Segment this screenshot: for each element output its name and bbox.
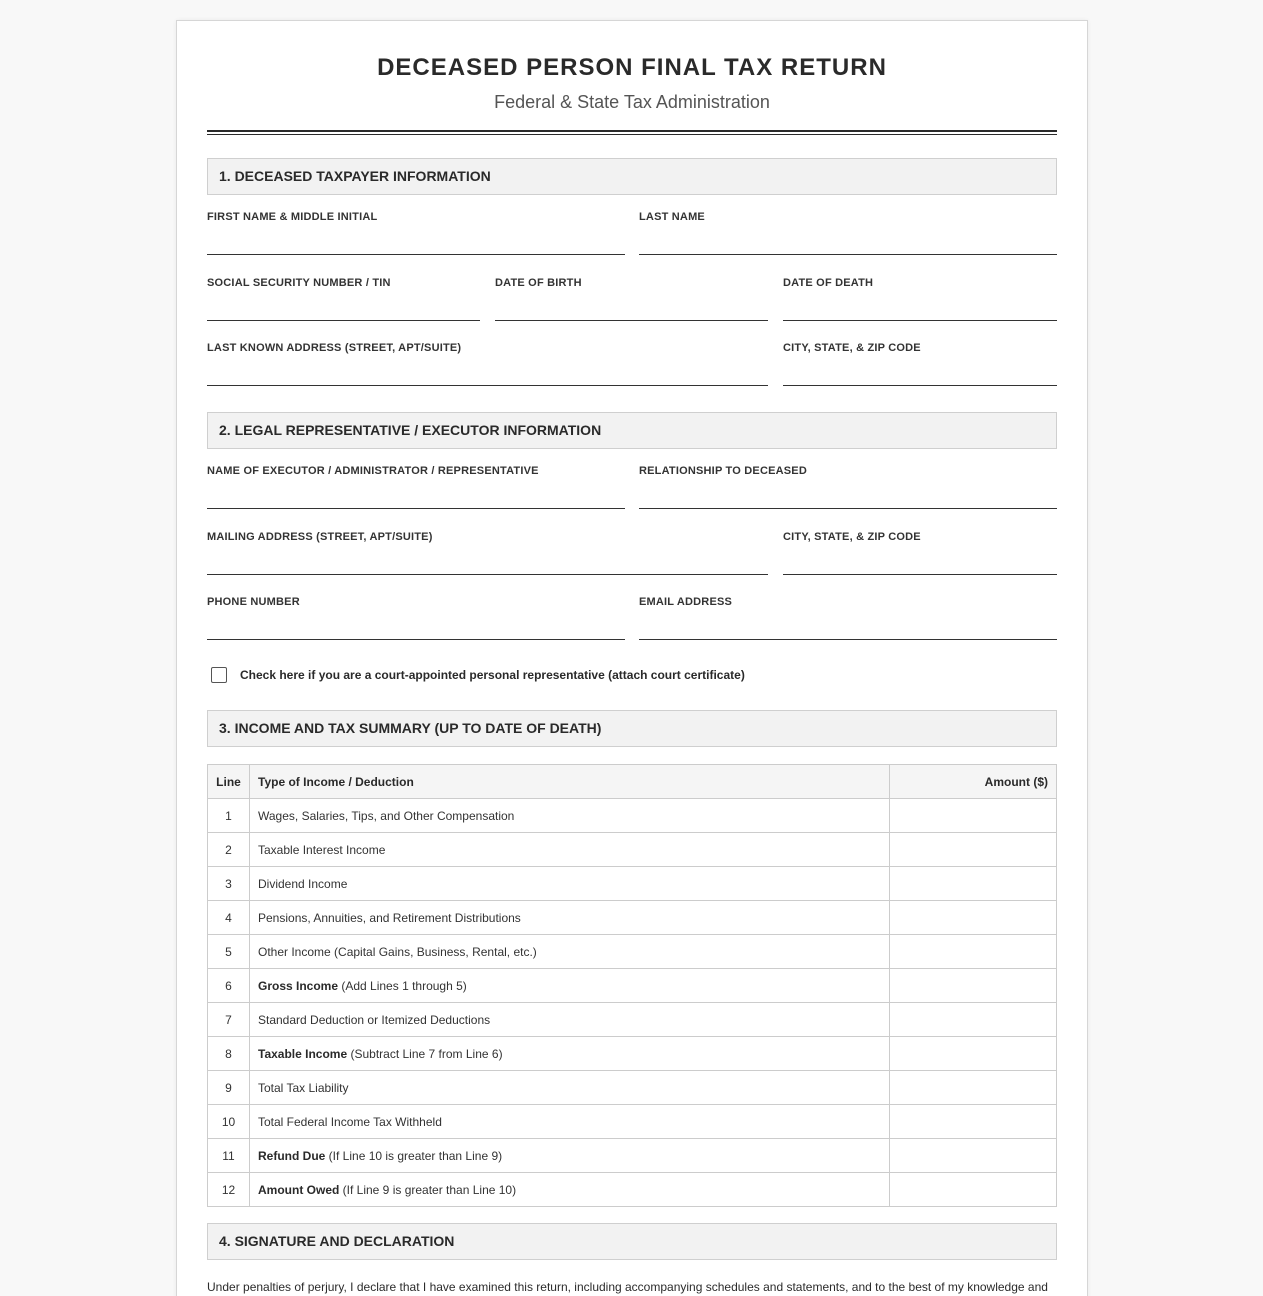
executor-city-input-line[interactable] [783, 574, 1057, 575]
line-number: 8 [208, 1037, 250, 1071]
line-description-emphasis: Taxable Income [258, 1046, 348, 1061]
executor-name-input-line[interactable] [207, 508, 625, 509]
line-description-emphasis: Refund Due [258, 1148, 326, 1163]
amount-input-cell[interactable] [890, 901, 1057, 935]
relationship-field[interactable] [639, 465, 1057, 477]
income-table [207, 764, 1057, 1207]
amount-input-cell[interactable] [890, 1071, 1057, 1105]
section-3-heading: 3. INCOME AND TAX SUMMARY (UP TO DATE OF DEATH) [207, 710, 1057, 747]
line-description-text: (If Line 9 is greater than Line 10) [339, 1182, 517, 1197]
phone-field[interactable] [207, 596, 625, 608]
line-description-text: Dividend Income [258, 876, 348, 891]
line-number: 4 [208, 901, 250, 935]
column-header-line: Line [208, 765, 250, 799]
first-name-label: FIRST NAME & MIDDLE INITIAL [207, 211, 378, 223]
phone-input-line[interactable] [207, 639, 625, 640]
table-row [208, 833, 1057, 867]
mailing-address-label: MAILING ADDRESS (STREET, APT/SUITE) [207, 531, 433, 543]
declaration-text: Under penalties of perjury, I declare that I have examined this return, including accompanying schedules and statements, and to the best of my knowledge and [207, 1280, 1048, 1294]
executor-name-field[interactable] [207, 465, 625, 477]
last-name-label: LAST NAME [639, 211, 705, 223]
column-header-amount: Amount ($) [890, 765, 1057, 799]
date-of-birth-field[interactable] [495, 277, 768, 289]
email-input-line[interactable] [639, 639, 1057, 640]
line-description [250, 1037, 890, 1071]
line-description-text: Taxable Interest Income [258, 842, 386, 857]
line-description-text: Pensions, Annuities, and Retirement Distributions [258, 910, 521, 925]
ssn-field[interactable] [207, 277, 480, 289]
line-description [250, 1071, 890, 1105]
line-description-text: Total Federal Income Tax Withheld [258, 1114, 442, 1129]
amount-input-cell[interactable] [890, 1173, 1057, 1207]
line-description [250, 901, 890, 935]
amount-input-cell[interactable] [890, 1139, 1057, 1173]
table-row [208, 1139, 1057, 1173]
header-divider [207, 130, 1057, 135]
line-number: 7 [208, 1003, 250, 1037]
executor-name-label: NAME OF EXECUTOR / ADMINISTRATOR / REPRESENTATIVE [207, 465, 539, 477]
line-description [250, 833, 890, 867]
email-label: EMAIL ADDRESS [639, 596, 733, 608]
table-row [208, 935, 1057, 969]
last-name-field[interactable] [639, 211, 1057, 223]
line-description-text: Other Income (Capital Gains, Business, Rental, etc.) [258, 944, 537, 959]
last-address-field[interactable] [207, 342, 768, 354]
executor-city-field[interactable] [783, 531, 1057, 543]
line-number: 1 [208, 799, 250, 833]
table-row [208, 1003, 1057, 1037]
line-description-emphasis: Gross Income [258, 978, 339, 993]
line-description-text: Total Tax Liability [258, 1080, 349, 1095]
phone-label: PHONE NUMBER [207, 596, 300, 608]
amount-input-cell[interactable] [890, 1105, 1057, 1139]
table-row [208, 799, 1057, 833]
executor-city-label: CITY, STATE, & ZIP CODE [783, 531, 921, 543]
line-number: 3 [208, 867, 250, 901]
table-row [208, 1037, 1057, 1071]
deceased-city-label: CITY, STATE, & ZIP CODE [783, 342, 921, 354]
amount-input-cell[interactable] [890, 799, 1057, 833]
line-description [250, 935, 890, 969]
court-appointed-checkbox[interactable] [211, 667, 227, 683]
date-of-death-label: DATE OF DEATH [783, 277, 874, 289]
email-field[interactable] [639, 596, 1057, 608]
line-number: 6 [208, 969, 250, 1003]
line-description-text: (Subtract Line 7 from Line 6) [347, 1046, 503, 1061]
table-row [208, 1173, 1057, 1207]
line-description [250, 867, 890, 901]
mailing-address-input-line[interactable] [207, 574, 768, 575]
line-description [250, 969, 890, 1003]
relationship-input-line[interactable] [639, 508, 1057, 509]
amount-input-cell[interactable] [890, 1037, 1057, 1071]
court-appointed-row[interactable] [211, 667, 745, 683]
table-row [208, 1105, 1057, 1139]
amount-input-cell[interactable] [890, 969, 1057, 1003]
date-of-death-field[interactable] [783, 277, 1057, 289]
line-description [250, 1003, 890, 1037]
section-2-heading: 2. LEGAL REPRESENTATIVE / EXECUTOR INFORMATION [207, 412, 1057, 449]
first-name-field[interactable] [207, 211, 625, 223]
date-of-death-input-line[interactable] [783, 320, 1057, 321]
line-description-text: Wages, Salaries, Tips, and Other Compensation [258, 808, 515, 823]
income-table-header-row [208, 765, 1057, 799]
section-1-heading: 1. DECEASED TAXPAYER INFORMATION [207, 158, 1057, 195]
amount-input-cell[interactable] [890, 867, 1057, 901]
last-address-input-line[interactable] [207, 385, 768, 386]
date-of-birth-label: DATE OF BIRTH [495, 277, 582, 289]
line-number: 10 [208, 1105, 250, 1139]
line-number: 12 [208, 1173, 250, 1207]
mailing-address-field[interactable] [207, 531, 768, 543]
line-description [250, 799, 890, 833]
line-description-text: (Add Lines 1 through 5) [338, 978, 467, 993]
last-address-label: LAST KNOWN ADDRESS (STREET, APT/SUITE) [207, 342, 462, 354]
line-description-text: Standard Deduction or Itemized Deductions [258, 1012, 491, 1027]
first-name-input-line[interactable] [207, 254, 625, 255]
form-subtitle: Federal & State Tax Administration [494, 92, 770, 112]
deceased-city-field[interactable] [783, 342, 1057, 354]
ssn-label: SOCIAL SECURITY NUMBER / TIN [207, 277, 391, 289]
income-table-body [208, 799, 1057, 1207]
table-row [208, 867, 1057, 901]
date-of-birth-input-line[interactable] [495, 320, 768, 321]
amount-input-cell[interactable] [890, 1003, 1057, 1037]
court-appointed-label: Check here if you are a court-appointed personal representative (attach court certificate) [240, 668, 745, 682]
line-number: 9 [208, 1071, 250, 1105]
table-row [208, 1071, 1057, 1105]
table-row [208, 901, 1057, 935]
deceased-city-input-line[interactable] [783, 385, 1057, 386]
amount-input-cell[interactable] [890, 935, 1057, 969]
line-description [250, 1173, 890, 1207]
form-title: DECEASED PERSON FINAL TAX RETURN [377, 54, 887, 81]
ssn-input-line[interactable] [207, 320, 480, 321]
line-description-text: (If Line 10 is greater than Line 9) [325, 1148, 503, 1163]
amount-input-cell[interactable] [890, 833, 1057, 867]
line-number: 11 [208, 1139, 250, 1173]
form-page [176, 20, 1088, 1296]
section-4-heading: 4. SIGNATURE AND DECLARATION [207, 1223, 1057, 1260]
line-number: 5 [208, 935, 250, 969]
line-number: 2 [208, 833, 250, 867]
last-name-input-line[interactable] [639, 254, 1057, 255]
line-description [250, 1105, 890, 1139]
table-row [208, 969, 1057, 1003]
line-description [250, 1139, 890, 1173]
line-description-emphasis: Amount Owed [258, 1182, 340, 1197]
column-header-type: Type of Income / Deduction [250, 765, 890, 799]
relationship-label: RELATIONSHIP TO DECEASED [639, 465, 807, 477]
